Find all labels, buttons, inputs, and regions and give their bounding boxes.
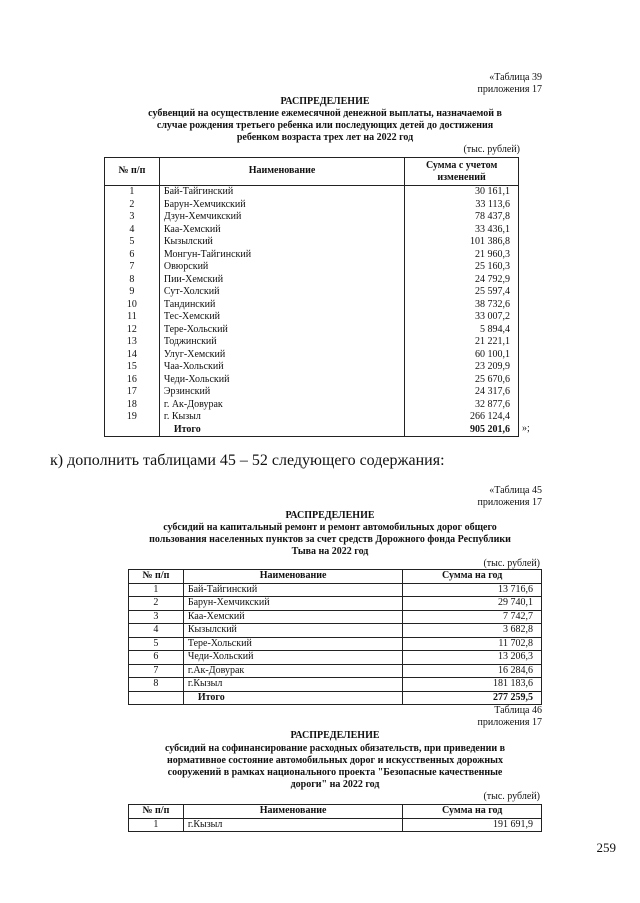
table39-row — [105, 249, 519, 262]
table39-row — [105, 324, 519, 337]
table45-heading: РАСПРЕДЕЛЕНИЕ — [285, 510, 375, 521]
table39-header-sum-line2: изменений — [437, 171, 486, 183]
table39 — [104, 157, 519, 437]
table39-row-value: 21 960,3 — [405, 249, 519, 262]
table39-row-value: 5 894,4 — [405, 324, 519, 337]
table46-header-num: № п/п — [129, 805, 184, 819]
table39-row-value: 25 160,3 — [405, 261, 519, 274]
table39-row-value: 24 792,9 — [405, 274, 519, 287]
table39-row-num: 8 — [105, 274, 160, 287]
table39-row — [105, 311, 519, 324]
table39-row — [105, 399, 519, 412]
table46-heading: РАСПРЕДЕЛЕНИЕ — [290, 730, 380, 741]
table39-row-value: 101 386,8 — [405, 236, 519, 249]
table39-closing-mark: »; — [522, 423, 530, 434]
table45-row — [129, 583, 542, 597]
table45-row-value: 7 742,7 — [403, 610, 542, 624]
table45-row — [129, 664, 542, 678]
table39-row — [105, 299, 519, 312]
table39-row — [105, 236, 519, 249]
table45-row-value: 16 284,6 — [403, 664, 542, 678]
table39-row — [105, 349, 519, 362]
table46-subtitle-2: нормативное состояние автомобильных дорог и искусственных дорожных — [166, 755, 503, 766]
table45-row-name: г.Кызыл — [183, 678, 402, 692]
table45-total-label: Итого — [183, 691, 402, 705]
table39-row-name: Дзун-Хемчикский — [159, 211, 404, 224]
table39-row — [105, 186, 519, 199]
table45-row-num: 8 — [129, 678, 184, 692]
table46 — [128, 804, 542, 832]
table39-row-num: 7 — [105, 261, 160, 274]
table45-row-num: 7 — [129, 664, 184, 678]
table39-row-num: 17 — [105, 386, 160, 399]
table45-row — [129, 651, 542, 665]
table39-header-sum-line1: Сумма с учетом — [425, 159, 498, 171]
table45-subtitle-2: пользования населенных пунктов за счет средств Дорожного фонда Республики — [149, 534, 511, 545]
table45-row-num: 4 — [129, 624, 184, 638]
table45-row — [129, 678, 542, 692]
table45-header-name: Наименование — [183, 570, 402, 584]
table39-row — [105, 211, 519, 224]
table39-subtitle-2: случае рождения третьего ребенка или последующих детей до достижения — [156, 120, 494, 131]
table46-row-num: 1 — [129, 818, 184, 832]
table45-total-row — [129, 691, 542, 705]
table45-row-value: 13 716,6 — [403, 583, 542, 597]
table39-row-name: г. Ак-Довурак — [159, 399, 404, 412]
table39-row-num: 15 — [105, 361, 160, 374]
table39-row-value: 24 317,6 — [405, 386, 519, 399]
table39-row-num: 19 — [105, 411, 160, 424]
table39-row-value: 78 437,8 — [405, 211, 519, 224]
table45-units: (тыс. рублей) — [483, 558, 540, 569]
table45-total-num — [129, 691, 184, 705]
table39-row-value: 33 113,6 — [405, 199, 519, 212]
table39-row-value: 23 209,9 — [405, 361, 519, 374]
table39-row — [105, 274, 519, 287]
table39-row — [105, 286, 519, 299]
table39-units: (тыс. рублей) — [463, 144, 520, 155]
table39-row-name: Овюрский — [159, 261, 404, 274]
table45-row-num: 2 — [129, 597, 184, 611]
table45-row-num: 3 — [129, 610, 184, 624]
table39-row-value: 60 100,1 — [405, 349, 519, 362]
table39-row-value: 33 007,2 — [405, 311, 519, 324]
table45-row-name: Каа-Хемский — [183, 610, 402, 624]
table45-row — [129, 597, 542, 611]
table46-header-sum: Сумма на год — [403, 805, 542, 819]
table46-row — [129, 818, 542, 832]
table39-row — [105, 386, 519, 399]
table39-row-name: Кызылский — [159, 236, 404, 249]
table39-row — [105, 261, 519, 274]
table39-row-num: 4 — [105, 224, 160, 237]
table39-row-value: 38 732,6 — [405, 299, 519, 312]
table39-row-num: 10 — [105, 299, 160, 312]
table39-row-name: Тере-Хольский — [159, 324, 404, 337]
table39-row-num: 14 — [105, 349, 160, 362]
table45-row — [129, 624, 542, 638]
table39-row-value: 33 436,1 — [405, 224, 519, 237]
table45-row-name: г.Ак-Довурак — [183, 664, 402, 678]
table39-row-value: 25 597,4 — [405, 286, 519, 299]
table45-row-value: 13 206,3 — [403, 651, 542, 665]
table45-subtitle-3: Тыва на 2022 год — [291, 546, 369, 557]
table45-row-name: Барун-Хемчикский — [183, 597, 402, 611]
table39-row-num: 3 — [105, 211, 160, 224]
table39-row-name: Пии-Хемский — [159, 274, 404, 287]
table39-row-num: 11 — [105, 311, 160, 324]
table39-row — [105, 411, 519, 424]
table39-header-num: № п/п — [105, 158, 160, 186]
table46-row-value: 191 691,9 — [403, 818, 542, 832]
table39-row-num: 12 — [105, 324, 160, 337]
table39-row-name: Тес-Хемский — [159, 311, 404, 324]
table39-row-num: 6 — [105, 249, 160, 262]
table39-header-sum — [405, 158, 519, 186]
table39-row-num: 2 — [105, 199, 160, 212]
table46-subtitle-3: сооружений в рамках национального проекта "Безопасные качественные — [167, 767, 503, 778]
table39-row — [105, 374, 519, 387]
table39-subtitle-1: субвенций на осуществление ежемесячной денежной выплаты, назначаемой в — [148, 108, 502, 119]
table45-row-name: Кызылский — [183, 624, 402, 638]
table39-row-name: Бай-Тайгинский — [159, 186, 404, 199]
table39-row-num: 9 — [105, 286, 160, 299]
table39-row-name: Чеди-Хольский — [159, 374, 404, 387]
table39-ref-line1: «Таблица 39 — [489, 72, 542, 83]
page-number: 259 — [596, 840, 616, 855]
table39-row-num: 18 — [105, 399, 160, 412]
table39-row-name: Тоджинский — [159, 336, 404, 349]
table39-row-name: Монгун-Тайгинский — [159, 249, 404, 262]
instruction-text: к) дополнить таблицами 45 – 52 следующего содержания: — [50, 452, 445, 469]
table39-row-num: 5 — [105, 236, 160, 249]
table39-row-value: 266 124,4 — [405, 411, 519, 424]
table39-total-value: 905 201,6 — [405, 424, 519, 437]
table45-header-num: № п/п — [129, 570, 184, 584]
table46-units: (тыс. рублей) — [483, 791, 540, 802]
table45-row — [129, 637, 542, 651]
table39-row — [105, 336, 519, 349]
table45-total-value: 277 259,5 — [403, 691, 542, 705]
table39-row-name: Тандинский — [159, 299, 404, 312]
table46-subtitle-4: дороги" на 2022 год — [290, 779, 380, 790]
table39-row — [105, 361, 519, 374]
table39-row-name: г. Кызыл — [159, 411, 404, 424]
table45-ref-line1: «Таблица 45 — [489, 485, 542, 496]
table45-row-num: 5 — [129, 637, 184, 651]
table45-row-name: Бай-Тайгинский — [183, 583, 402, 597]
table39-row-name: Барун-Хемчикский — [159, 199, 404, 212]
table39-total-row — [105, 424, 519, 437]
table45-row-value: 29 740,1 — [403, 597, 542, 611]
table46-ref-line2: приложения 17 — [477, 717, 542, 728]
table39-row-num: 13 — [105, 336, 160, 349]
table39-row-value: 32 877,6 — [405, 399, 519, 412]
table39-row-value: 30 161,1 — [405, 186, 519, 199]
table39-row — [105, 224, 519, 237]
table46-subtitle-1: субсидий на софинансирование расходных обязательств, при приведении в — [164, 743, 506, 754]
table39-row-name: Каа-Хемский — [159, 224, 404, 237]
table45-row-num: 6 — [129, 651, 184, 665]
table39-row-name: Чаа-Хольский — [159, 361, 404, 374]
table45-row-value: 11 702,8 — [403, 637, 542, 651]
table46-row-name: г.Кызыл — [183, 818, 402, 832]
table45-row-name: Чеди-Хольский — [183, 651, 402, 665]
table39-row-name: Сут-Холский — [159, 286, 404, 299]
table45-row-value: 181 183,6 — [403, 678, 542, 692]
table46-header-name: Наименование — [183, 805, 402, 819]
table39-row-num: 1 — [105, 186, 160, 199]
table45-header-sum: Сумма на год — [403, 570, 542, 584]
table39-row-name: Эрзинский — [159, 386, 404, 399]
table39-total-label: Итого — [159, 424, 404, 437]
table45-subtitle-1: субсидий на капитальный ремонт и ремонт автомобильных дорог общего — [163, 522, 497, 533]
table46-ref-line1: Таблица 46 — [494, 705, 542, 716]
table45-row-num: 1 — [129, 583, 184, 597]
table39-header-name: Наименование — [159, 158, 404, 186]
table45 — [128, 569, 542, 705]
table45-row-name: Тере-Хольский — [183, 637, 402, 651]
table45-row-value: 3 682,8 — [403, 624, 542, 638]
table39-heading: РАСПРЕДЕЛЕНИЕ — [280, 96, 370, 107]
table45-row — [129, 610, 542, 624]
table45-ref-line2: приложения 17 — [477, 497, 542, 508]
table39-ref-line2: приложения 17 — [477, 84, 542, 95]
table39-row-num: 16 — [105, 374, 160, 387]
table39-row-name: Улуг-Хемский — [159, 349, 404, 362]
table39-row-value: 25 670,6 — [405, 374, 519, 387]
table39-total-num — [105, 424, 160, 437]
table39-row — [105, 199, 519, 212]
table39-row-value: 21 221,1 — [405, 336, 519, 349]
table39-subtitle-3: ребенком возраста трех лет на 2022 год — [236, 132, 414, 143]
